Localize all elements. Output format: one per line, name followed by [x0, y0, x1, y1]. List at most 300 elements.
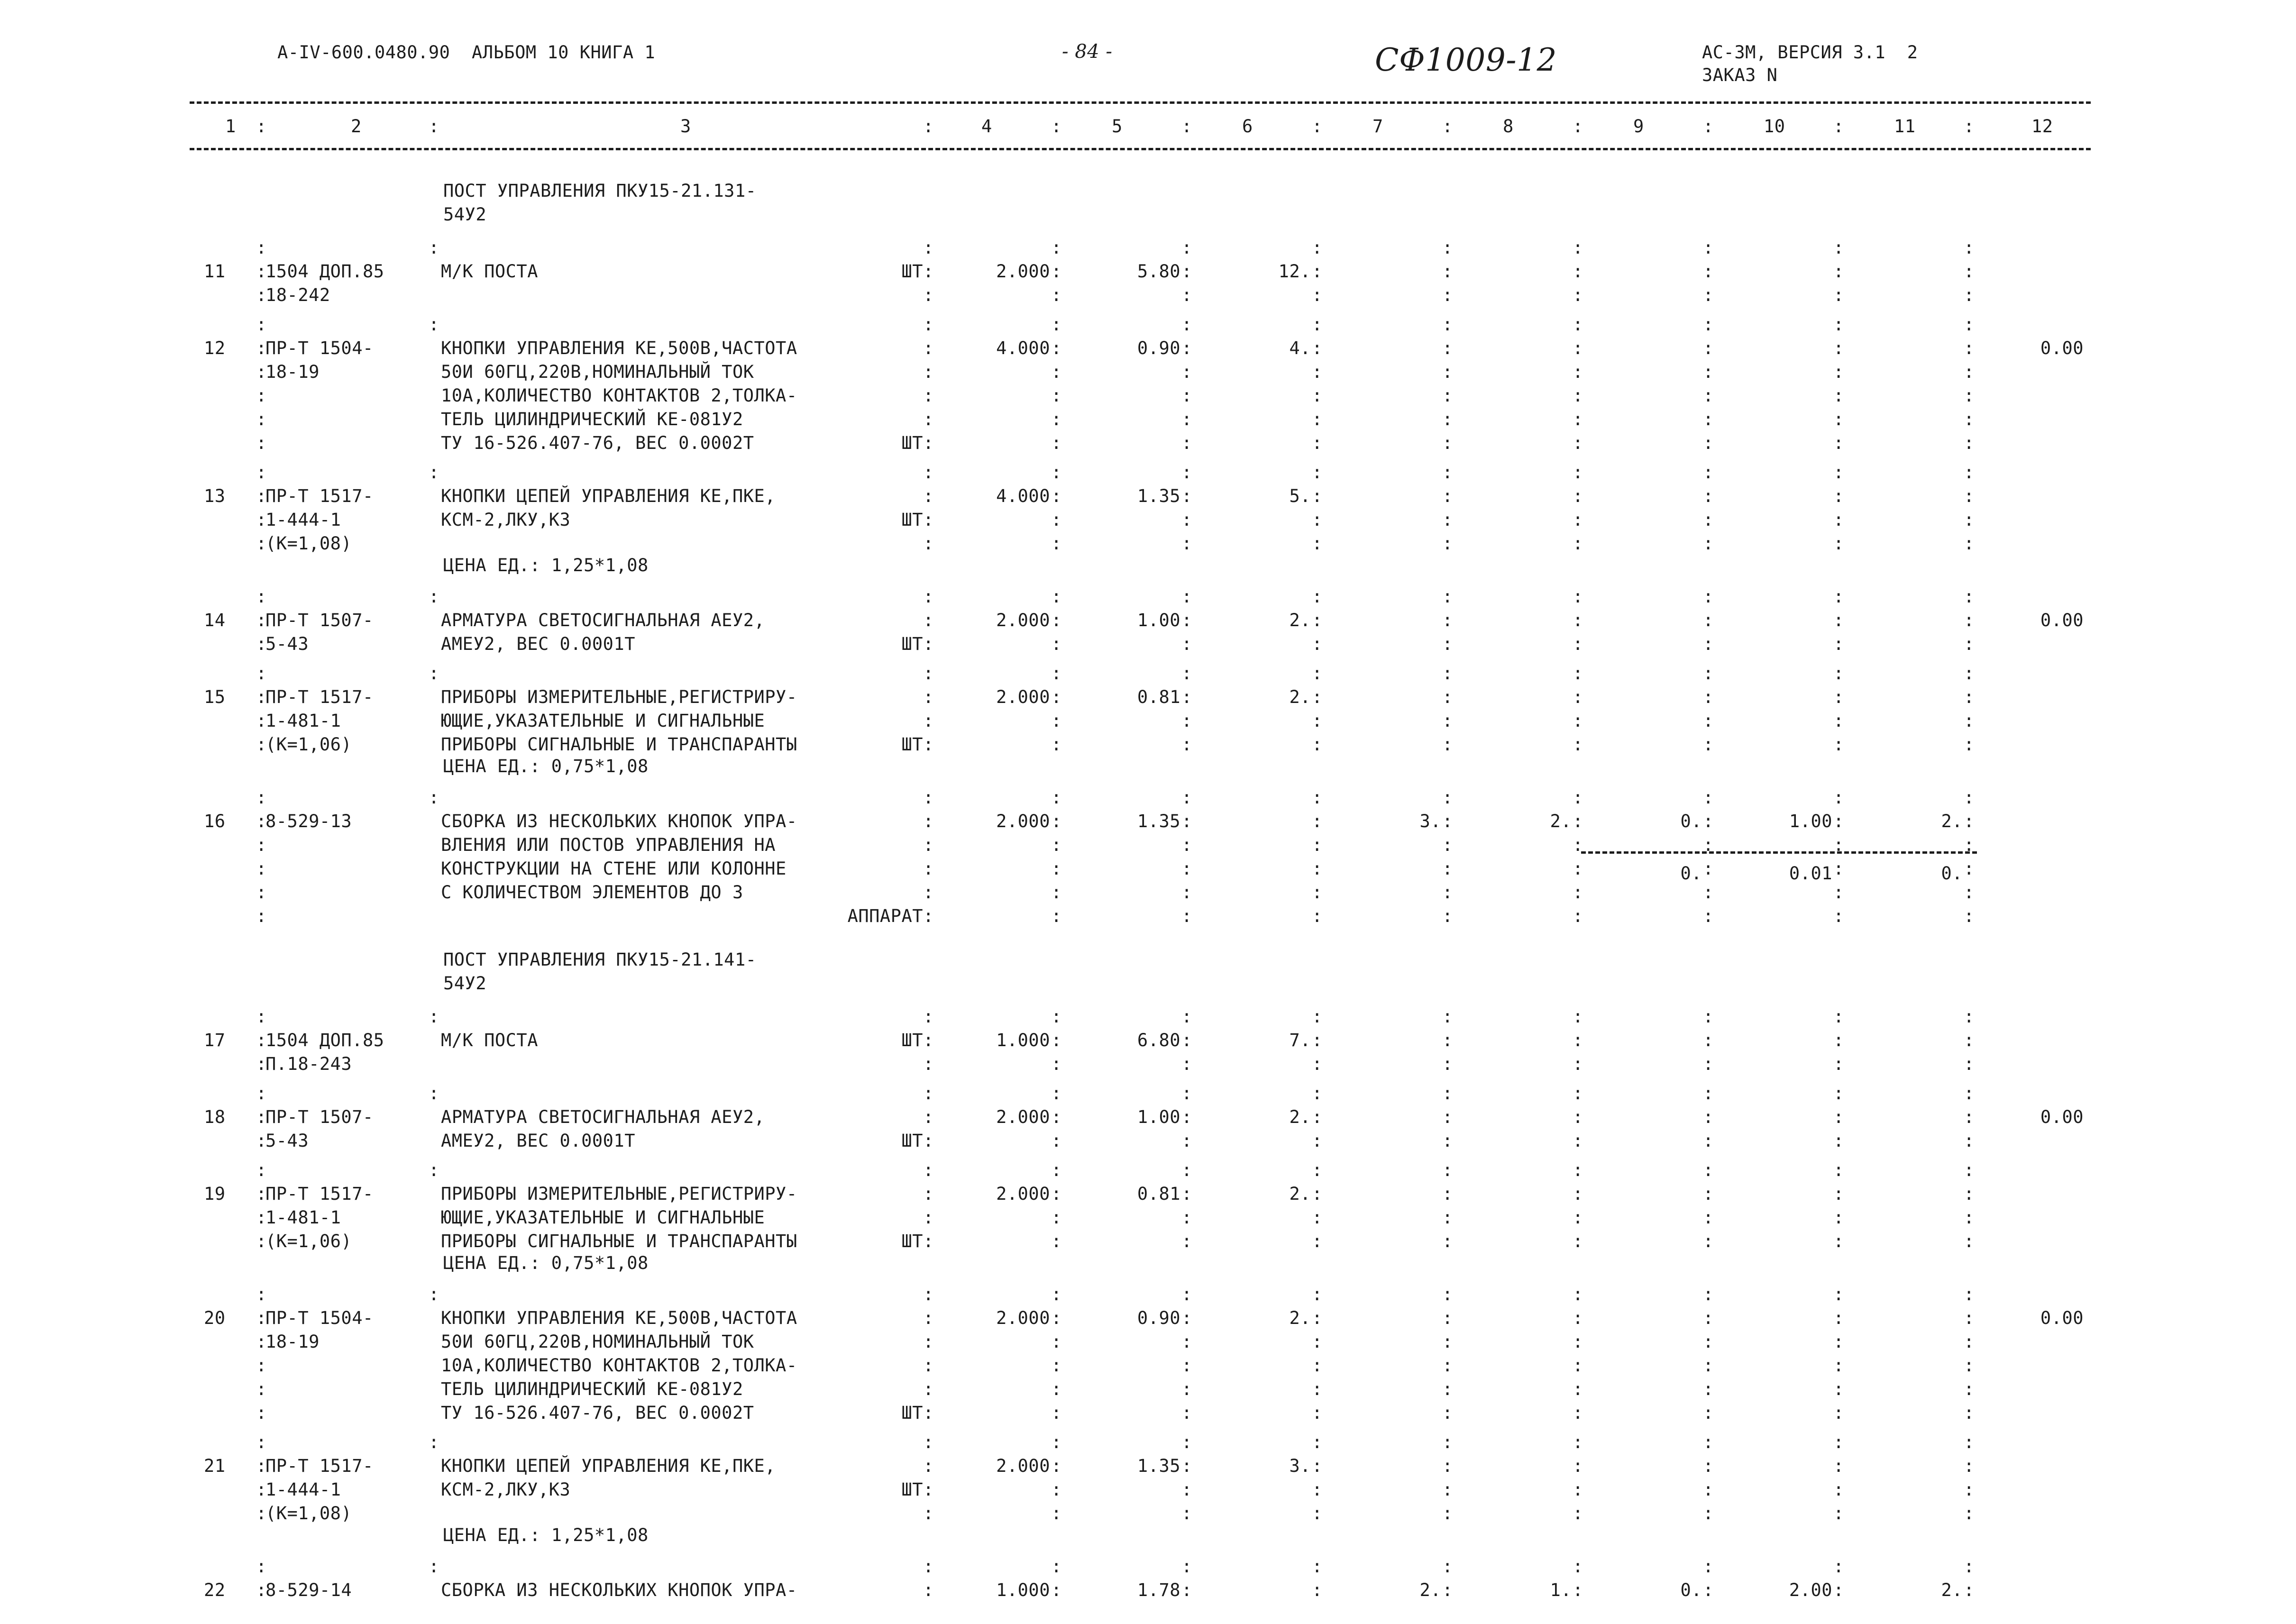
column-separator: : — [1442, 1160, 1453, 1180]
column-separator: : — [1051, 314, 1062, 335]
column-separator: : — [256, 1580, 267, 1600]
column-separator: : — [1051, 486, 1062, 506]
column-separator: : — [1703, 882, 1714, 903]
column-separator: : — [1442, 858, 1453, 879]
column-separator: : — [1312, 610, 1323, 630]
cell-c4: 1.000 — [996, 1030, 1050, 1050]
column-separator: : — [1181, 261, 1192, 282]
column-separator: : — [923, 1556, 934, 1577]
column-separator: : — [1703, 1107, 1714, 1127]
column-separator: : — [256, 237, 267, 258]
column-separator: : — [1573, 1160, 1583, 1180]
column-separator: : — [1312, 1556, 1323, 1577]
row-code: 18-19 — [265, 362, 320, 382]
column-separator: : — [923, 285, 934, 305]
column-separator: : — [1573, 1403, 1583, 1423]
column-separator: : — [1573, 1207, 1583, 1228]
column-separator: : — [923, 1580, 934, 1600]
column-separator: : — [1833, 237, 1844, 258]
cell-c6: 5. — [1289, 486, 1311, 506]
column-separator: : — [1312, 433, 1323, 453]
column-separator: : — [1964, 486, 1975, 506]
cell-c6: 12. — [1278, 261, 1311, 282]
column-separator: : — [1833, 1284, 1844, 1305]
column-separator: : — [1833, 362, 1844, 382]
column-separator: : — [1442, 1556, 1453, 1577]
column-separator: : — [923, 663, 934, 684]
column-separator: : — [1573, 314, 1583, 335]
cell-c12: 0.00 — [2040, 1308, 2084, 1328]
column-separator: : — [256, 510, 267, 530]
unit-label: АППАРАТ — [847, 906, 923, 926]
row-code: 1-481-1 — [265, 711, 341, 731]
unit-label: ШТ — [901, 634, 923, 654]
cell-c6: 3. — [1289, 1456, 1311, 1476]
column-separator: : — [256, 1030, 267, 1050]
cell-c9: 0. — [1680, 1580, 1702, 1600]
column-separator: : — [1051, 1503, 1062, 1524]
column-separator: : — [1051, 1131, 1062, 1151]
row-number: 15 — [204, 687, 226, 707]
unit-price: ЦЕНА ЕД.: 0,75*1,08 — [443, 1253, 649, 1273]
header-separator: : — [256, 116, 267, 137]
column-separator: : — [1964, 1403, 1975, 1423]
column-separator: : — [256, 711, 267, 731]
column-separator: : — [1573, 1479, 1583, 1500]
cell-c5: 6.80 — [1137, 1030, 1180, 1050]
column-separator: : — [1442, 1207, 1453, 1228]
column-separator: : — [1442, 409, 1453, 429]
cell-c4: 2.000 — [996, 1184, 1050, 1204]
column-separator: : — [256, 385, 267, 406]
column-separator: : — [1573, 1284, 1583, 1305]
cell-c4: 1.000 — [996, 1580, 1050, 1600]
column-separator: : — [1703, 1030, 1714, 1050]
column-separator: : — [1833, 285, 1844, 305]
row-number: 20 — [204, 1308, 226, 1328]
column-separator: : — [1312, 882, 1323, 903]
column-separator: : — [1833, 314, 1844, 335]
cell-c5: 0.90 — [1137, 1308, 1180, 1328]
column-separator: : — [1312, 1054, 1323, 1074]
row-code: ПР-Т 1504- — [265, 338, 374, 358]
column-separator: : — [1703, 586, 1714, 607]
cell-c7: 3. — [1419, 811, 1441, 831]
column-separator: : — [1703, 1403, 1714, 1423]
unit-label: ШТ — [901, 261, 923, 282]
column-separator: : — [1833, 261, 1844, 282]
column-separator: : — [256, 1308, 267, 1328]
column-header-1: 1 — [225, 116, 236, 137]
column-separator: : — [1442, 1503, 1453, 1524]
column-separator: : — [1703, 533, 1714, 554]
cell-c5: 1.35 — [1137, 1456, 1180, 1476]
unit-label: ШТ — [901, 1479, 923, 1500]
row-description: КНОПКИ УПРАВЛЕНИЯ КЕ,500В,ЧАСТОТА — [441, 338, 797, 358]
column-separator: : — [1833, 1556, 1844, 1577]
column-separator: : — [1833, 1355, 1844, 1376]
cell-c4: 2.000 — [996, 1456, 1050, 1476]
row-code: (К=1,06) — [265, 734, 352, 755]
column-separator: : — [1312, 1355, 1323, 1376]
column-separator: : — [1312, 237, 1323, 258]
row-description: ЮЩИЕ,УКАЗАТЕЛЬНЫЕ И СИГНАЛЬНЫЕ — [441, 711, 765, 731]
row-description: 50И 60ГЦ,220В,НОМИНАЛЬНЫЙ ТОК — [441, 1332, 754, 1352]
column-separator: : — [1573, 1456, 1583, 1476]
column-separator: : — [1312, 711, 1323, 731]
column-separator: : — [429, 1432, 439, 1452]
column-separator: : — [1181, 882, 1192, 903]
column-separator: : — [429, 1083, 439, 1104]
column-separator: : — [1964, 510, 1975, 530]
row-description: 10А,КОЛИЧЕСТВО КОНТАКТОВ 2,ТОЛКА- — [441, 385, 797, 406]
column-separator: : — [1181, 533, 1192, 554]
column-separator: : — [1573, 1580, 1583, 1600]
cell-c5: 1.35 — [1137, 486, 1180, 506]
column-separator: : — [1442, 586, 1453, 607]
column-separator: : — [1442, 1479, 1453, 1500]
row-code: ПР-Т 1517- — [265, 1184, 374, 1204]
column-separator: : — [1833, 1432, 1844, 1452]
cell-c4: 2.000 — [996, 811, 1050, 831]
column-separator: : — [1703, 462, 1714, 483]
column-separator: : — [1964, 1207, 1975, 1228]
column-separator: : — [256, 433, 267, 453]
column-separator: : — [1051, 1207, 1062, 1228]
column-separator: : — [1964, 1284, 1975, 1305]
column-separator: : — [1573, 1332, 1583, 1352]
column-separator: : — [1833, 1184, 1844, 1204]
row-code: 18-19 — [265, 1332, 320, 1352]
column-separator: : — [1703, 1131, 1714, 1151]
column-separator: : — [1181, 1231, 1192, 1251]
column-separator: : — [1312, 811, 1323, 831]
column-separator: : — [429, 237, 439, 258]
column-separator: : — [429, 1556, 439, 1577]
column-separator: : — [1573, 285, 1583, 305]
cell-c9b: 0. — [1680, 863, 1702, 884]
column-separator: : — [1833, 610, 1844, 630]
column-separator: : — [256, 462, 267, 483]
column-separator: : — [1181, 385, 1192, 406]
column-separator: : — [1833, 1403, 1844, 1423]
column-separator: : — [1964, 787, 1975, 808]
column-separator: : — [1964, 1006, 1975, 1027]
column-header-10: 10 — [1764, 116, 1785, 137]
cell-c8: 1. — [1550, 1580, 1572, 1600]
column-separator: : — [429, 1006, 439, 1027]
column-separator: : — [1051, 1456, 1062, 1476]
column-separator: : — [256, 1479, 267, 1500]
column-separator: : — [1181, 586, 1192, 607]
column-separator: : — [1312, 858, 1323, 879]
column-separator: : — [923, 734, 934, 755]
column-separator: : — [1181, 1503, 1192, 1524]
column-separator: : — [256, 634, 267, 654]
column-separator: : — [1833, 533, 1844, 554]
column-separator: : — [1573, 711, 1583, 731]
column-separator: : — [1312, 1432, 1323, 1452]
column-separator: : — [1833, 1107, 1844, 1127]
cell-c6: 2. — [1289, 1107, 1311, 1127]
column-separator: : — [1964, 734, 1975, 755]
column-separator: : — [256, 261, 267, 282]
column-separator: : — [1051, 1054, 1062, 1074]
column-separator: : — [1833, 486, 1844, 506]
column-separator: : — [1573, 787, 1583, 808]
column-separator: : — [1181, 835, 1192, 855]
row-code: ПР-Т 1507- — [265, 1107, 374, 1127]
column-separator: : — [1573, 734, 1583, 755]
order-label: ЗАКАЗ N — [1702, 65, 1778, 85]
column-separator: : — [1442, 1379, 1453, 1399]
column-separator: : — [1051, 634, 1062, 654]
column-separator: : — [1442, 314, 1453, 335]
column-separator: : — [1181, 285, 1192, 305]
handwritten-code: СФ1009-12 — [1375, 42, 1557, 78]
column-separator: : — [923, 1184, 934, 1204]
column-separator: : — [1833, 385, 1844, 406]
cell-c5: 0.81 — [1137, 1184, 1180, 1204]
row-number: 16 — [204, 811, 226, 831]
column-separator: : — [1312, 1184, 1323, 1204]
column-separator: : — [923, 586, 934, 607]
column-separator: : — [1833, 462, 1844, 483]
column-separator: : — [1833, 663, 1844, 684]
column-separator: : — [1573, 1006, 1583, 1027]
column-separator: : — [1573, 1432, 1583, 1452]
row-description: ПРИБОРЫ ИЗМЕРИТЕЛЬНЫЕ,РЕГИСТРИРУ- — [441, 687, 797, 707]
header-rule-bottom — [190, 148, 2091, 150]
column-separator: : — [256, 687, 267, 707]
cell-c12: 0.00 — [2040, 1107, 2084, 1127]
column-separator: : — [1442, 1355, 1453, 1376]
column-separator: : — [1573, 510, 1583, 530]
column-separator: : — [1051, 285, 1062, 305]
column-separator: : — [1964, 314, 1975, 335]
cell-c6: 7. — [1289, 1030, 1311, 1050]
version-label: АС-3М, ВЕРСИЯ 3.1 2 — [1702, 42, 1918, 63]
column-separator: : — [923, 835, 934, 855]
row-number: 13 — [204, 486, 226, 506]
column-separator: : — [1964, 285, 1975, 305]
row-code: ПР-Т 1517- — [265, 687, 374, 707]
column-separator: : — [1312, 687, 1323, 707]
column-separator: : — [923, 1403, 934, 1423]
column-separator: : — [256, 314, 267, 335]
row-code: ПР-Т 1517- — [265, 1456, 374, 1476]
unit-price: ЦЕНА ЕД.: 1,25*1,08 — [443, 1525, 649, 1545]
column-separator: : — [1312, 462, 1323, 483]
column-separator: : — [256, 1207, 267, 1228]
column-separator: : — [1964, 1332, 1975, 1352]
column-separator: : — [1703, 1355, 1714, 1376]
column-separator: : — [1964, 433, 1975, 453]
row-description: ПРИБОРЫ ИЗМЕРИТЕЛЬНЫЕ,РЕГИСТРИРУ- — [441, 1184, 797, 1204]
column-separator: : — [923, 338, 934, 358]
column-separator: : — [1833, 835, 1844, 855]
row-code: 1504 ДОП.85 — [265, 261, 384, 282]
column-separator: : — [256, 1456, 267, 1476]
column-separator: : — [1573, 338, 1583, 358]
column-separator: : — [256, 663, 267, 684]
column-separator: : — [1703, 261, 1714, 282]
row-code: (К=1,08) — [265, 1503, 352, 1524]
column-separator: : — [1181, 510, 1192, 530]
page-number: - 84 - — [1062, 41, 1113, 63]
row-number: 21 — [204, 1456, 226, 1476]
column-separator: : — [1051, 1083, 1062, 1104]
column-separator: : — [256, 811, 267, 831]
column-separator: : — [1051, 510, 1062, 530]
column-separator: : — [1703, 1456, 1714, 1476]
row-description: ВЛЕНИЯ ИЛИ ПОСТОВ УПРАВЛЕНИЯ НА — [441, 835, 776, 855]
row-number: 11 — [204, 261, 226, 282]
column-separator: : — [923, 811, 934, 831]
row-description: АРМАТУРА СВЕТОСИГНАЛЬНАЯ АЕУ2, — [441, 610, 765, 630]
column-separator: : — [429, 1284, 439, 1305]
column-separator: : — [256, 486, 267, 506]
column-separator: : — [429, 314, 439, 335]
column-separator: : — [1703, 486, 1714, 506]
column-separator: : — [256, 787, 267, 808]
column-separator: : — [1442, 734, 1453, 755]
column-separator: : — [1442, 711, 1453, 731]
cell-c6: 2. — [1289, 1308, 1311, 1328]
column-separator: : — [923, 462, 934, 483]
column-separator: : — [1703, 1379, 1714, 1399]
column-separator: : — [1703, 787, 1714, 808]
header-separator: : — [1573, 116, 1583, 137]
column-separator: : — [1051, 362, 1062, 382]
unit-label: ШТ — [901, 734, 923, 755]
column-separator: : — [1964, 586, 1975, 607]
column-separator: : — [1051, 385, 1062, 406]
column-separator: : — [1312, 1207, 1323, 1228]
column-separator: : — [1181, 906, 1192, 926]
column-separator: : — [1051, 1107, 1062, 1127]
column-separator: : — [256, 882, 267, 903]
unit-label: ШТ — [901, 433, 923, 453]
column-separator: : — [1051, 1308, 1062, 1328]
column-separator: : — [1181, 486, 1192, 506]
column-separator: : — [1703, 338, 1714, 358]
row-description: ТЕЛЬ ЦИЛИНДРИЧЕСКИЙ КЕ-081У2 — [441, 1379, 743, 1399]
column-separator: : — [1573, 1054, 1583, 1074]
column-separator: : — [429, 663, 439, 684]
cell-c4: 2.000 — [996, 687, 1050, 707]
column-separator: : — [1442, 1184, 1453, 1204]
row-description: АМЕУ2, ВЕС 0.0001Т — [441, 634, 635, 654]
cell-c11: 2. — [1941, 811, 1963, 831]
row-code: ПР-Т 1507- — [265, 610, 374, 630]
column-separator: : — [923, 533, 934, 554]
column-header-7: 7 — [1372, 116, 1383, 137]
column-separator: : — [1312, 385, 1323, 406]
column-separator: : — [1964, 462, 1975, 483]
column-separator: : — [1051, 261, 1062, 282]
column-separator: : — [923, 362, 934, 382]
column-header-11: 11 — [1894, 116, 1916, 137]
column-separator: : — [1703, 1503, 1714, 1524]
row-description: ТУ 16-526.407-76, ВЕС 0.0002Т — [441, 1403, 754, 1423]
column-separator: : — [1703, 610, 1714, 630]
section-title: 54У2 — [443, 204, 487, 225]
column-separator: : — [1442, 237, 1453, 258]
column-header-2: 2 — [351, 116, 362, 137]
header-separator: : — [1442, 116, 1453, 137]
column-separator: : — [1964, 1355, 1975, 1376]
column-separator: : — [1964, 687, 1975, 707]
column-separator: : — [1964, 261, 1975, 282]
column-separator: : — [1442, 835, 1453, 855]
column-separator: : — [1964, 1054, 1975, 1074]
column-separator: : — [1573, 610, 1583, 630]
column-separator: : — [923, 1231, 934, 1251]
cell-c4: 4.000 — [996, 338, 1050, 358]
cell-c5: 1.78 — [1137, 1580, 1180, 1600]
row-description: КНОПКИ ЦЕПЕЙ УПРАВЛЕНИЯ КЕ,ПКЕ, — [441, 1456, 776, 1476]
column-separator: : — [429, 1160, 439, 1180]
row-number: 12 — [204, 338, 226, 358]
row-code: ПР-Т 1504- — [265, 1308, 374, 1328]
column-separator: : — [1181, 1332, 1192, 1352]
column-separator: : — [1312, 1403, 1323, 1423]
column-separator: : — [1181, 1107, 1192, 1127]
column-separator: : — [1573, 906, 1583, 926]
column-separator: : — [1703, 663, 1714, 684]
row-description: КСМ-2,ЛКУ,КЗ — [441, 1479, 571, 1500]
column-separator: : — [1703, 1479, 1714, 1500]
column-separator: : — [1442, 285, 1453, 305]
row-code: (К=1,08) — [265, 533, 352, 554]
column-separator: : — [1051, 787, 1062, 808]
column-separator: : — [1051, 687, 1062, 707]
column-separator: : — [923, 906, 934, 926]
column-separator: : — [1181, 634, 1192, 654]
column-separator: : — [1442, 1054, 1453, 1074]
column-separator: : — [1051, 1403, 1062, 1423]
row-description: 50И 60ГЦ,220В,НОМИНАЛЬНЫЙ ТОК — [441, 362, 754, 382]
column-separator: : — [1051, 1379, 1062, 1399]
column-separator: : — [1833, 338, 1844, 358]
row-number: 17 — [204, 1030, 226, 1050]
column-separator: : — [1833, 1054, 1844, 1074]
column-separator: : — [1442, 906, 1453, 926]
column-separator: : — [256, 610, 267, 630]
column-separator: : — [1051, 835, 1062, 855]
row-description: КНОПКИ УПРАВЛЕНИЯ КЕ,500В,ЧАСТОТА — [441, 1308, 797, 1328]
column-separator: : — [923, 1131, 934, 1151]
cell-c10b: 0.01 — [1789, 863, 1832, 884]
column-separator: : — [923, 1503, 934, 1524]
column-separator: : — [1442, 882, 1453, 903]
row-code: 8-529-13 — [265, 811, 352, 831]
column-separator: : — [1051, 1284, 1062, 1305]
column-separator: : — [1703, 734, 1714, 755]
column-separator: : — [1181, 1083, 1192, 1104]
column-separator: : — [429, 787, 439, 808]
column-separator: : — [1312, 734, 1323, 755]
column-separator: : — [1964, 338, 1975, 358]
column-separator: : — [1703, 858, 1714, 879]
column-separator: : — [256, 1083, 267, 1104]
column-separator: : — [256, 1231, 267, 1251]
cell-c5: 1.00 — [1137, 610, 1180, 630]
column-separator: : — [1312, 510, 1323, 530]
column-separator: : — [1442, 462, 1453, 483]
row-number: 14 — [204, 610, 226, 630]
